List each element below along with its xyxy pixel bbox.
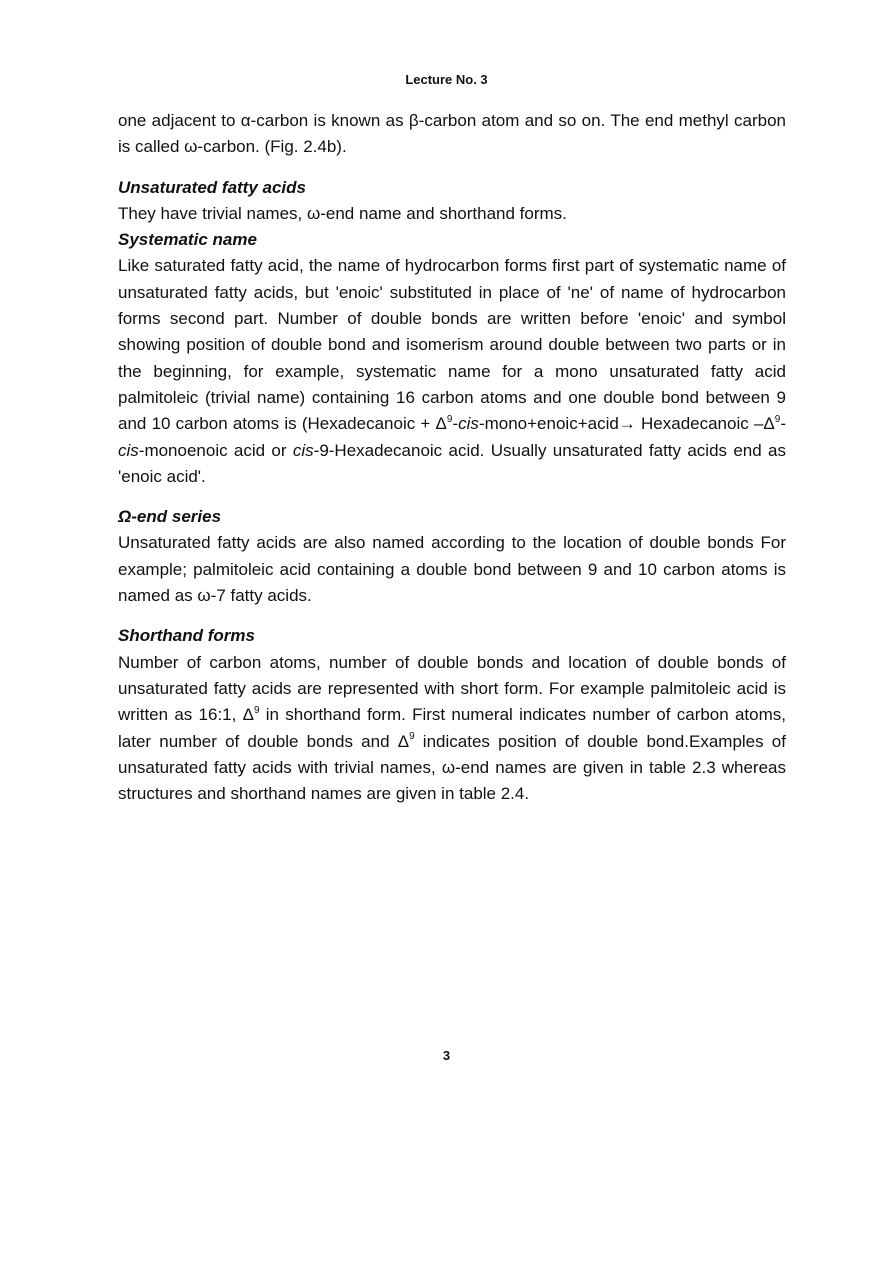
shorthand-text-3: indicates position of double bond.Examples of unsaturated fatty acids with trivial names, ω-end names are given in table 2.3 whereas structures and shorthand names are given in table 2.4. (118, 731, 786, 804)
shorthand-superscript-1: 9 (253, 704, 260, 716)
intro-paragraph: one adjacent to α-carbon is known as β-carbon atom and so on. The end methyl carbon is called ω-carbon. (Fig. 2.4b). (118, 111, 786, 157)
shorthand-text-1: Number of carbon atoms, number of double bonds and location of double bonds of unsaturated fatty acids are represented with short form. For example palmitoleic acid is written as 16:1, Δ (118, 652, 786, 725)
systematic-dash-1: - (452, 414, 459, 434)
cis-italic-2: cis (118, 440, 139, 460)
delta-superscript-1: 9 (446, 413, 453, 425)
systematic-text-1: Like saturated fatty acid, the name of hydrocarbon forms first part of systematic name of unsaturated fatty acids, but 'enoic' substituted in place of 'ne' of name of hydrocarbon forms second part. Number of double bonds are written before 'enoic' and symbol showing position of double bond and isomerism around double between two parts or in the beginning, for example, systematic name for a mono unsaturated fatty acid palmitoleic (trivial name) containing 16 carbon atoms and one double bond between 9 and 10 carbon atoms is (Hexadecanoic + Δ (118, 256, 786, 434)
unsaturated-paragraph: They have trivial names, ω-end name and shorthand forms. (118, 203, 567, 223)
shorthand-paragraph (118, 650, 786, 808)
shorthand-heading: Shorthand forms (118, 626, 255, 646)
cis-italic-1: cis (458, 414, 479, 434)
omega-heading: Ω-end series (118, 507, 222, 527)
systematic-heading: Systematic name (118, 230, 257, 250)
shorthand-superscript-2: 9 (409, 730, 415, 742)
shorthand-text-2: in shorthand form. First numeral indicates number of carbon atoms, later number of double bonds and Δ (118, 705, 786, 751)
cis-italic-3: cis (292, 440, 314, 460)
page-number: 3 (442, 1048, 451, 1063)
lecture-header: Lecture No. 3 (405, 72, 488, 87)
systematic-text-3: -monoenoic acid or (138, 440, 293, 460)
systematic-paragraph (118, 253, 786, 490)
systematic-dash-2: - (780, 414, 786, 434)
systematic-text-4: -9-Hexadecanoic acid. Usually unsaturated fatty acids end as 'enoic acid'. (118, 440, 786, 486)
document-body (118, 108, 786, 807)
systematic-text-2: -mono+enoic+acid→ Hexadecanoic –Δ (478, 414, 775, 434)
delta-superscript-2: 9 (774, 413, 781, 425)
unsaturated-heading: Unsaturated fatty acids (118, 177, 306, 197)
omega-paragraph: Unsaturated fatty acids are also named according to the location of double bonds For example; palmitoleic acid containing a double bond between 9 and 10 carbon atoms is named as ω-7 fatty acids. (118, 533, 786, 606)
